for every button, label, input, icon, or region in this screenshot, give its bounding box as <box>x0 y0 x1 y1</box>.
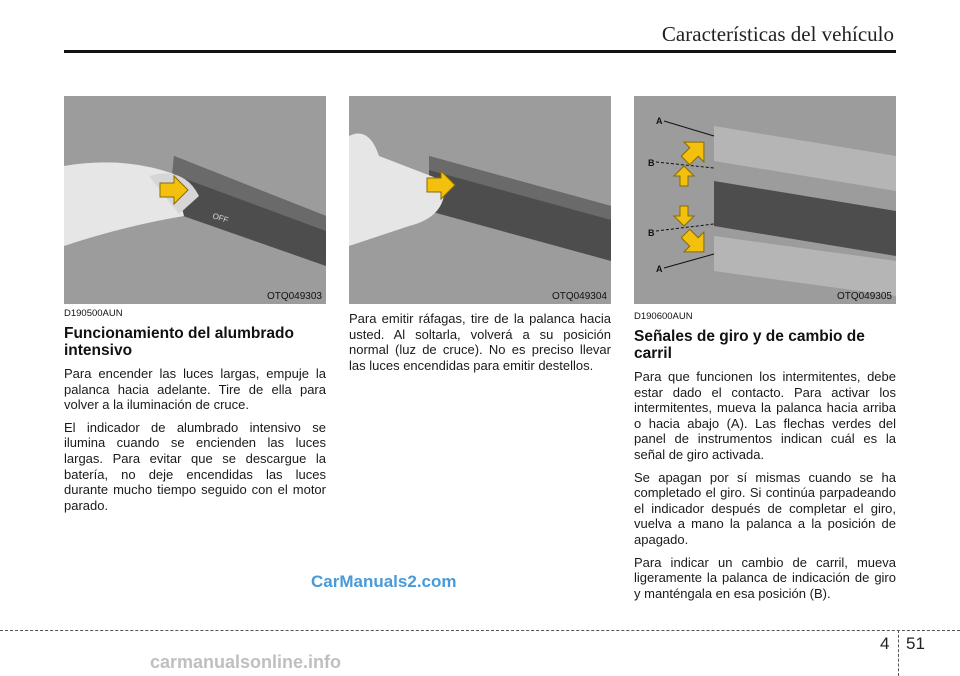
chapter-number: 4 <box>880 634 890 653</box>
page-number: 51 <box>906 634 925 653</box>
page-separator <box>898 630 899 676</box>
paragraph: Se apagan por sí mismas cuando se ha completado el giro. Si continúa parpadeando el indicador después de completar el giro, vuelva a mano la palanca a la posición de apagado. <box>634 469 896 547</box>
column-flash <box>349 311 611 380</box>
high-beam-illustration <box>64 96 326 304</box>
section-heading: Funcionamiento del alumbrado intensivo <box>64 325 294 359</box>
figure-code: OTQ049305 <box>836 291 892 302</box>
footer-rule <box>0 630 960 631</box>
section-code: D190600AUN <box>634 311 693 322</box>
figure-high-beam <box>64 96 326 304</box>
figure-code: OTQ049303 <box>266 291 322 302</box>
paragraph: Para emitir ráfagas, tire de la palanca hacia usted. Al soltarla, volverá a su posición normal (luz de cruce). No es preciso llevar las luces encendidas para emitir destellos. <box>349 311 611 373</box>
paragraph: Para indicar un cambio de carril, mueva ligeramente la palanca de indicación de giro y manténgala en esa posición (B). <box>634 554 896 601</box>
flash-illustration <box>349 96 611 304</box>
watermark-link[interactable]: CarManuals2.com <box>311 572 457 591</box>
label-b-top: B <box>648 158 655 168</box>
turn-signal-illustration <box>634 96 896 304</box>
figure-flash <box>349 96 611 304</box>
column-turn-signal <box>634 311 896 608</box>
label-b-bottom: B <box>648 228 655 238</box>
paragraph: El indicador de alumbrado intensivo se ilumina cuando se encienden las luces largas. Para evitar que se descargue la batería, no deje encendidas las luces durante mucho tiempo seguido con el motor parado. <box>64 419 326 513</box>
off-label: OFF <box>211 211 230 225</box>
label-a-bottom: A <box>656 264 663 274</box>
header-rule <box>64 50 896 53</box>
column-high-beam <box>64 308 326 520</box>
paragraph: Para encender las luces largas, empuje la palanca hacia adelante. Tire de ella para volver a la iluminación de cruce. <box>64 366 326 413</box>
figure-turn-signal <box>634 96 896 304</box>
section-heading: Señales de giro y de cambio de carril <box>634 328 865 362</box>
figure-code: OTQ049304 <box>551 291 607 302</box>
section-code: D190500AUN <box>64 308 123 319</box>
label-a-top: A <box>656 116 663 126</box>
header-title: Características del vehículo <box>661 22 894 46</box>
bottom-watermark: carmanualsonline.info <box>150 652 342 672</box>
paragraph: Para que funcionen los intermitentes, debe estar dado el contacto. Para activar los intermitentes, mueva la palanca hacia arriba o hacia abajo (A). Las flechas verdes del panel de instrumentos indican cuál es la señal de giro activada. <box>634 369 896 462</box>
